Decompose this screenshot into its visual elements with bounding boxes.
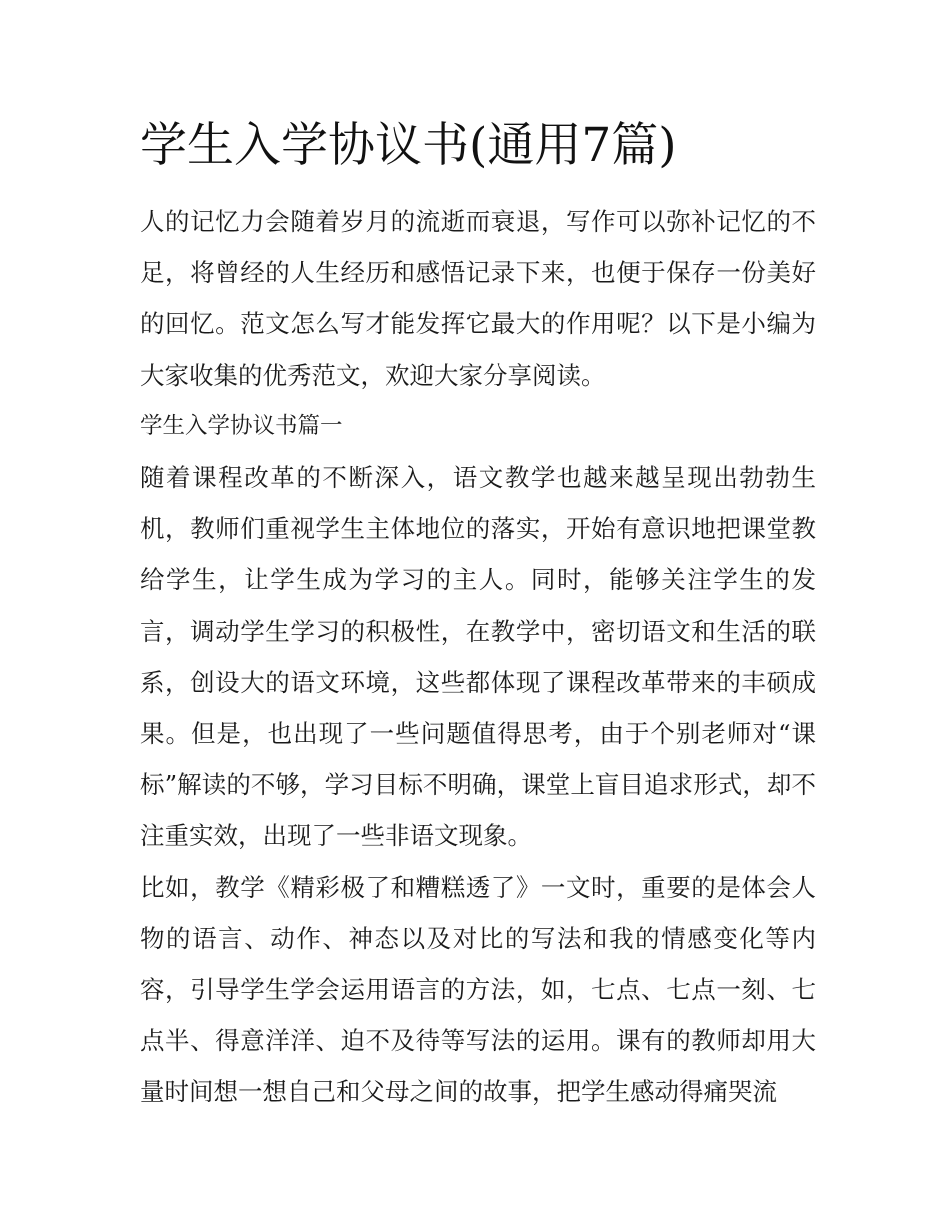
body-paragraph: 比如，教学《精彩极了和糟糕透了》一文时，重要的是体会人物的语言、动作、神态以及对比的写法和我的情感变化等内容，引导学生学会运用语言的方法，如，七点、七点一刻、七点半、得意洋洋、迫不及待等写法的运用。课有的教师却用大量时间想一想自己和父母之间的故事，把学生感动得痛哭流 <box>140 872 816 1107</box>
section-heading: 学生入学协议书篇一 <box>140 412 343 439</box>
document-title: 学生入学协议书(通用7篇) <box>140 118 677 173</box>
body-paragraph: 随着课程改革的不断深入，语文教学也越来越呈现出勃勃生机，教师们重视学生主体地位的落实，开始有意识地把课堂教给学生，让学生成为学习的主人。同时，能够关注学生的发言，调动学生学习的积极性，在教学中，密切语文和生活的联系，创设大的语文环境，这些都体现了课程改革带来的丰硕成果。但是，也出现了一些问题值得思考，由于个别老师对“课标”解读的不够，学习目标不明确，课堂上盲目追求形式，却不注重实效，出现了一些非语文现象。 <box>140 463 816 851</box>
document-body <box>140 196 816 1118</box>
intro-paragraph: 人的记忆力会随着岁月的流逝而衰退，写作可以弥补记忆的不足，将曾经的人生经历和感悟记录下来，也便于保存一份美好的回忆。范文怎么写才能发挥它最大的作用呢？以下是小编为大家收集的优秀范文，欢迎大家分享阅读。 <box>140 207 816 390</box>
